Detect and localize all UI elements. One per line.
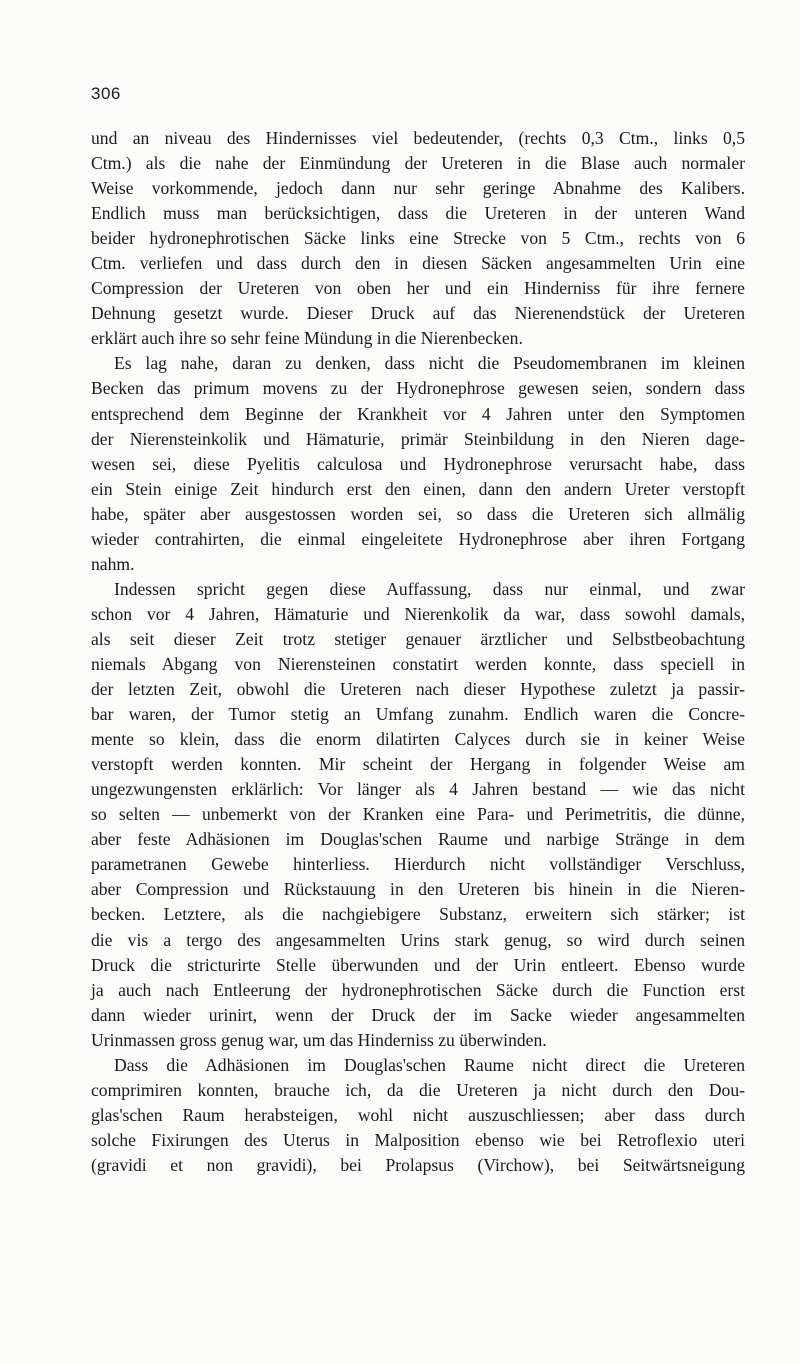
text-line: schon vor 4 Jahren, Hämaturie und Nierenkolik da war, dass sowohl damals,	[91, 603, 745, 624]
text-line: Becken das primum movens zu der Hydronephrose gewesen seien, sondern dass	[91, 378, 745, 399]
text-line: Dehnung gesetzt wurde. Dieser Druck auf das Nierenendstück der Ureteren	[91, 303, 745, 324]
text-line: glas'schen Raum herabsteigen, wohl nicht auszuschliessen; aber dass durch	[91, 1104, 745, 1125]
text-line: Druck die stricturirte Stelle überwunden und der Urin entleert. Ebenso wurde	[91, 954, 745, 975]
page-number: 306	[91, 84, 121, 103]
text-line: und an niveau des Hindernisses viel bedeutender, (rechts 0,3 Ctm., links 0,5	[91, 128, 745, 148]
text-line: Ctm.) als die nahe der Einmündung der Ureteren in die Blase auch normaler	[91, 153, 745, 174]
text-line: der Nierensteinkolik und Hämaturie, primär Steinbildung in den Nieren dage-	[91, 428, 745, 449]
text-line: aber Compression und Rückstauung in den Ureteren bis hinein in die Nieren-	[91, 879, 745, 900]
text-line: ein Stein einige Zeit hindurch erst den einen, dann den andern Ureter verstopft	[91, 478, 745, 499]
text-line: ungezwungensten erklärlich: Vor länger als 4 Jahren bestand — wie das nicht	[91, 779, 745, 800]
text-line: beider hydronephrotischen Säcke links eine Strecke von 5 Ctm., rechts von 6	[91, 228, 745, 249]
text-line: dann wieder urinirt, wenn der Druck der im Sacke wieder angesammelten	[91, 1004, 745, 1025]
text-line: ja auch nach Entleerung der hydronephrotischen Säcke durch die Function erst	[91, 979, 745, 1000]
text-line: niemals Abgang von Nierensteinen constatirt werden konnte, dass speciell in	[91, 653, 745, 674]
text-line: (gravidi et non gravidi), bei Prolapsus (Virchow), bei Seitwärtsneigung	[91, 1154, 745, 1175]
text-line: die vis a tergo des angesammelten Urins stark genug, so wird durch seinen	[91, 929, 745, 950]
text-line: Ctm. verliefen und dass durch den in diesen Säcken angesammelten Urin eine	[91, 253, 745, 274]
text-line: solche Fixirungen des Uterus in Malposition ebenso wie bei Retroflexio uteri	[91, 1129, 745, 1150]
text-line: becken. Letztere, als die nachgiebigere Substanz, erweitern sich stärker; ist	[91, 904, 745, 925]
text-line: der letzten Zeit, obwohl die Ureteren nach dieser Hypothese zuletzt ja passir-	[91, 679, 745, 700]
paragraph-start-line: Indessen spricht gegen diese Auffassung, dass nur einmal, und zwar	[114, 578, 745, 599]
text-line: habe, später aber ausgestossen worden sei, so dass die Ureteren sich allmälig	[91, 503, 745, 524]
text-line: comprimiren konnten, brauche ich, da die Ureteren ja nicht durch den Dou-	[91, 1079, 745, 1100]
text-line: Endlich muss man berücksichtigen, dass die Ureteren in der unteren Wand	[91, 203, 745, 224]
text-line: erklärt auch ihre so sehr feine Mündung in die Nierenbecken.	[91, 328, 523, 349]
text-line: Urinmassen gross genug war, um das Hinderniss zu überwinden.	[91, 1029, 547, 1050]
paragraph-start-line: Dass die Adhäsionen im Douglas'schen Raume nicht direct die Ureteren	[114, 1054, 745, 1075]
text-line: aber feste Adhäsionen im Douglas'schen Raume und narbige Stränge in dem	[91, 829, 745, 850]
paragraph-start-line: Es lag nahe, daran zu denken, dass nicht die Pseudomembranen im kleinen	[114, 353, 745, 374]
body-text	[91, 126, 745, 1178]
text-line: parametranen Gewebe hinterliess. Hierdurch nicht vollständiger Verschluss,	[91, 854, 745, 875]
text-line: wesen sei, diese Pyelitis calculosa und Hydronephrose verursacht habe, dass	[91, 453, 745, 474]
text-line: bar waren, der Tumor stetig an Umfang zunahm. Endlich waren die Concre-	[91, 704, 745, 725]
text-line: mente so klein, dass die enorm dilatirten Calyces durch sie in keiner Weise	[91, 729, 745, 750]
text-line: wieder contrahirten, die einmal eingeleitete Hydronephrose aber ihren Fortgang	[91, 528, 745, 549]
text-line: verstopft werden konnten. Mir scheint der Hergang in folgender Weise am	[91, 754, 745, 775]
text-line: Compression der Ureteren von oben her und ein Hinderniss für ihre fernere	[91, 278, 745, 299]
text-line: Weise vorkommende, jedoch dann nur sehr geringe Abnahme des Kalibers.	[91, 178, 745, 199]
text-line: entsprechend dem Beginne der Krankheit vor 4 Jahren unter den Symptomen	[91, 403, 745, 424]
text-line: nahm.	[91, 553, 135, 574]
text-line: als seit dieser Zeit trotz stetiger genauer ärztlicher und Selbstbeobachtung	[91, 628, 745, 649]
text-line: so selten — unbemerkt von der Kranken eine Para- und Perimetritis, die dünne,	[91, 804, 745, 825]
